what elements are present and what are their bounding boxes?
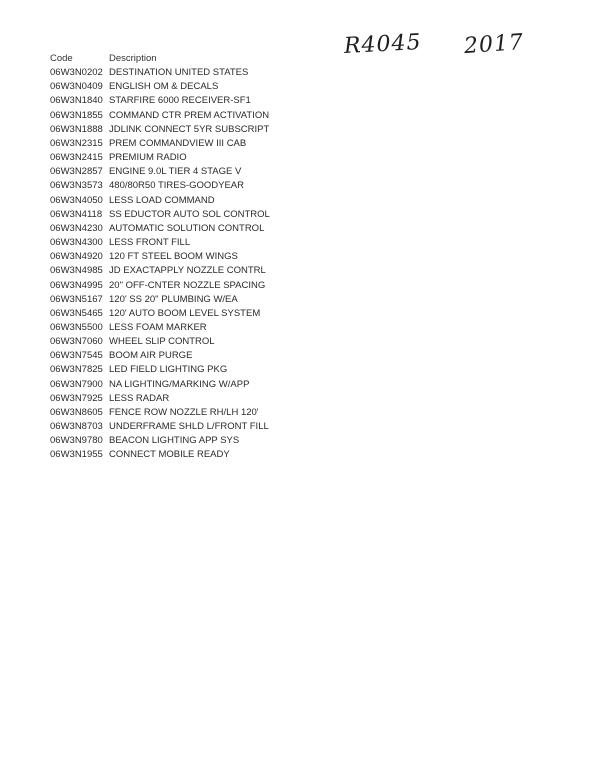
option-code: 06W3N4300 xyxy=(50,237,103,249)
table-body xyxy=(50,66,270,462)
option-code: 06W3N2415 xyxy=(50,152,103,164)
option-description: COMMAND CTR PREM ACTIVATION xyxy=(109,109,270,121)
option-description: AUTOMATIC SOLUTION CONTROL xyxy=(109,222,265,234)
option-code: 06W3N5500 xyxy=(50,321,103,333)
option-description: LED FIELD LIGHTING PKG xyxy=(109,364,228,376)
option-description: WHEEL SLIP CONTROL xyxy=(109,336,215,348)
option-description: 120 FT STEEL BOOM WINGS xyxy=(109,251,238,263)
table-row xyxy=(50,420,270,434)
option-description: 480/80R50 TIRES-GOODYEAR xyxy=(109,180,244,192)
table-row xyxy=(50,137,270,151)
option-code: 06W3N1955 xyxy=(50,449,103,461)
option-description: PREMIUM RADIO xyxy=(109,152,187,164)
option-description: CONNECT MOBILE READY xyxy=(109,449,230,461)
table-row xyxy=(50,179,270,193)
option-description: SS EDUCTOR AUTO SOL CONTROL xyxy=(109,208,270,220)
option-description: LESS FRONT FILL xyxy=(109,237,191,249)
table-row xyxy=(50,378,270,392)
option-code: 06W3N4920 xyxy=(50,251,103,263)
option-description: LESS LOAD COMMAND xyxy=(109,194,215,206)
option-description: 120' AUTO BOOM LEVEL SYSTEM xyxy=(109,307,261,319)
option-description: LESS FOAM MARKER xyxy=(109,321,207,333)
option-code: 06W3N1888 xyxy=(50,123,103,135)
option-description: NA LIGHTING/MARKING W/APP xyxy=(109,378,250,390)
table-row xyxy=(50,392,270,406)
option-code: 06W3N4985 xyxy=(50,265,103,277)
table-header xyxy=(50,52,270,66)
option-description: BEACON LIGHTING APP SYS xyxy=(109,435,240,447)
option-description: STARFIRE 6000 RECEIVER-SF1 xyxy=(109,95,251,107)
option-description: BOOM AIR PURGE xyxy=(109,350,193,362)
option-description: DESTINATION UNITED STATES xyxy=(109,67,249,79)
header-description: Description xyxy=(109,53,157,64)
option-code: 06W3N7925 xyxy=(50,392,103,404)
option-description: FENCE ROW NOZZLE RH/LH 120' xyxy=(109,406,259,418)
options-table xyxy=(50,52,270,463)
option-code: 06W3N4118 xyxy=(50,208,103,220)
table-row xyxy=(50,434,270,448)
option-description: LESS RADAR xyxy=(109,392,170,404)
table-row xyxy=(50,222,270,236)
option-code: 06W3N2857 xyxy=(50,166,103,178)
table-row xyxy=(50,80,270,94)
option-code: 06W3N5465 xyxy=(50,307,103,319)
table-row xyxy=(50,165,270,179)
table-row xyxy=(50,194,270,208)
option-code: 06W3N1840 xyxy=(50,95,103,107)
option-code: 06W3N8605 xyxy=(50,406,103,418)
table-row xyxy=(50,335,270,349)
option-description: JD EXACTAPPLY NOZZLE CONTRL xyxy=(109,265,266,277)
table-row xyxy=(50,66,270,80)
table-row xyxy=(50,236,270,250)
option-description: ENGINE 9.0L TIER 4 STAGE V xyxy=(109,166,242,178)
option-code: 06W3N8703 xyxy=(50,421,103,433)
handwritten-model-number: R4045 xyxy=(343,29,423,60)
option-code: 06W3N2315 xyxy=(50,137,103,149)
option-code: 06W3N1855 xyxy=(50,109,103,121)
table-row xyxy=(50,279,270,293)
option-code: 06W3N7825 xyxy=(50,364,103,376)
option-code: 06W3N7060 xyxy=(50,336,103,348)
table-row xyxy=(50,363,270,377)
option-description: ENGLISH OM & DECALS xyxy=(109,81,219,93)
table-row xyxy=(50,349,270,363)
option-code: 06W3N0202 xyxy=(50,67,103,79)
table-row xyxy=(50,293,270,307)
table-row xyxy=(50,307,270,321)
header-code: Code xyxy=(50,53,73,64)
option-code: 06W3N9780 xyxy=(50,435,103,447)
table-row xyxy=(50,448,270,462)
table-row xyxy=(50,250,270,264)
option-description: PREM COMMANDVIEW III CAB xyxy=(109,137,247,149)
option-description: 20" OFF-CNTER NOZZLE SPACING xyxy=(109,279,266,291)
table-row xyxy=(50,94,270,108)
option-code: 06W3N7545 xyxy=(50,350,103,362)
table-row xyxy=(50,123,270,137)
option-description: JDLINK CONNECT 5YR SUBSCRIPT xyxy=(109,123,270,135)
option-code: 06W3N3573 xyxy=(50,180,103,192)
handwritten-year: 2017 xyxy=(463,29,525,60)
option-code: 06W3N7900 xyxy=(50,378,103,390)
option-description: UNDERFRAME SHLD L/FRONT FILL xyxy=(109,421,269,433)
table-row xyxy=(50,151,270,165)
option-code: 06W3N4050 xyxy=(50,194,103,206)
table-row xyxy=(50,109,270,123)
table-row xyxy=(50,321,270,335)
option-code: 06W3N4995 xyxy=(50,279,103,291)
option-code: 06W3N5167 xyxy=(50,293,103,305)
option-description: 120' SS 20" PLUMBING W/EA xyxy=(109,293,238,305)
option-code: 06W3N0409 xyxy=(50,81,103,93)
option-code: 06W3N4230 xyxy=(50,222,103,234)
table-row xyxy=(50,208,270,222)
table-row xyxy=(50,264,270,278)
table-row xyxy=(50,406,270,420)
